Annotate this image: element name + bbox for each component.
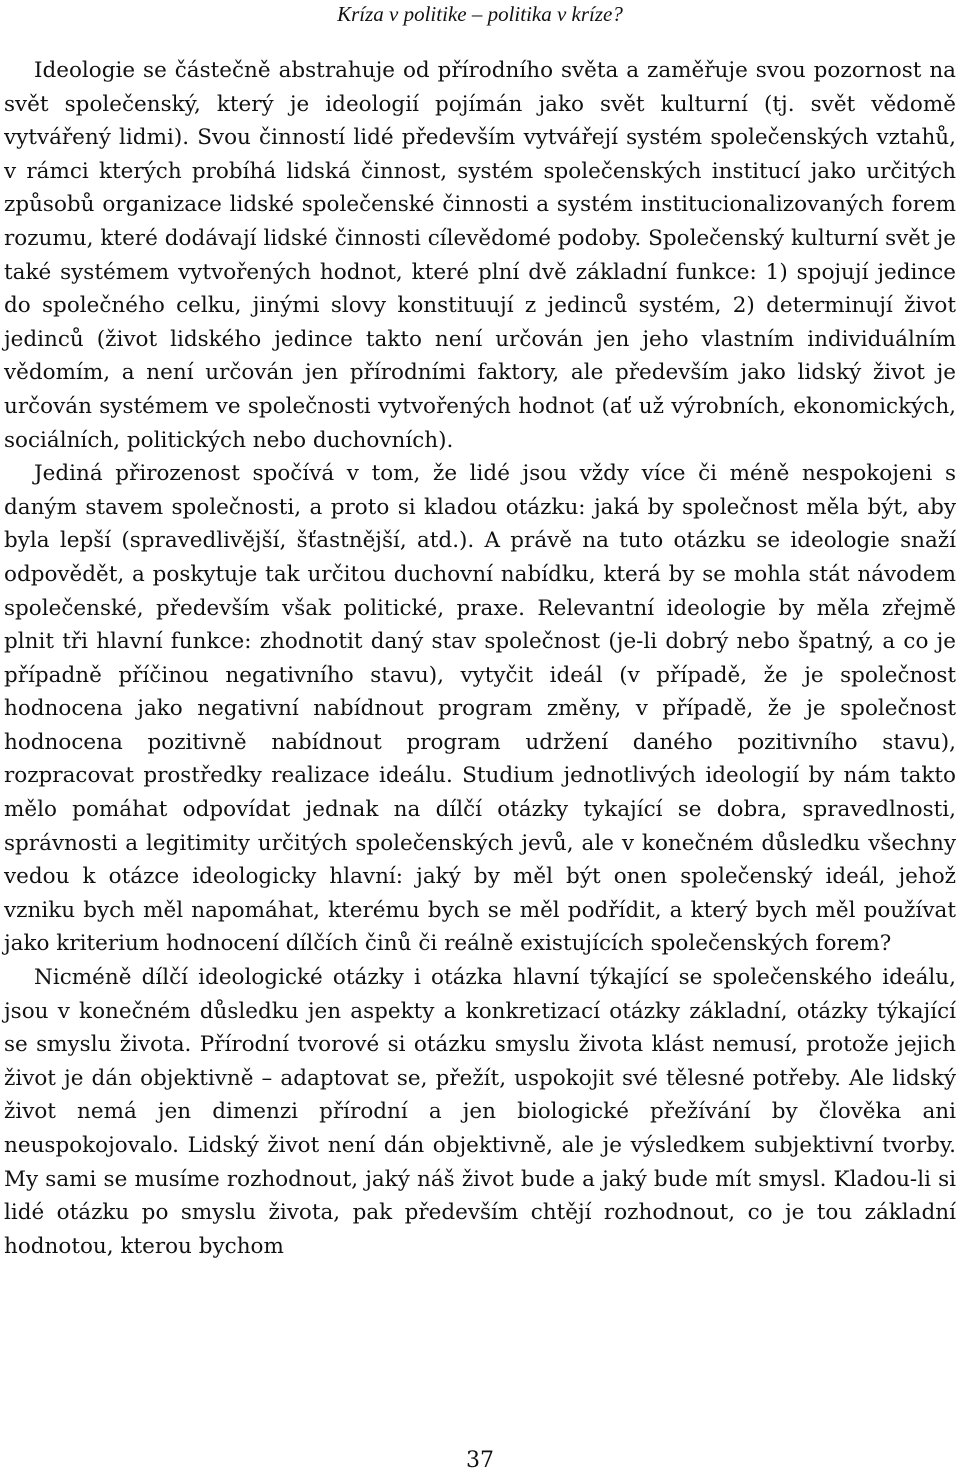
paragraph-ideology-social-world: Ideologie se částečně abstrahuje od přírodního světa a zaměřuje svou pozornost na svět společenský, který je ideologií pojímán jako svět kulturní (tj. svět vědomě vytvářený lidmi). Svou činností lidé především vytvářejí systém společenských vztahů, v rámci kterých probíhá lidská činnost, systém společenských institucí jako určitých způsobů organizace lidské společenské činnosti a systém institucionalizovaných forem rozumu, které dodávají lidské činnosti cílevědomé podoby. Společenský kulturní svět je také systémem vytvořených hodnot, které plní dvě základní funkce: 1) spojují jedince do společného celku, jinými slovy konstituují z jedinců systém, 2) determinují život jedinců (život lidského jedince takto není určován jen jeho vlastním individuálním vědomím, a není určován jen přírodními faktory, ale především jako lidský život je určován systémem ve společnosti vytvořených hodnot (ať už výrobních, ekonomických, sociálních, politických nebo duchovních). (4, 58, 956, 453)
running-header: Kríza v politike – politika v kríze? (337, 2, 623, 26)
paragraph-meaning-of-life: Nicméně dílčí ideologické otázky i otázka hlavní týkající se společenského ideálu, jsou v konečném důsledku jen aspekty a konkretizací otázky základní, otázky týkající se smyslu života. Přírodní tvorové si otázku smyslu života klást nemusí, protože jejich život je dán objektivně – adaptovat se, přežít, uspokojit své tělesné potřeby. Ale lidský život nemá jen dimenzi přírodní a jen biologické přežívání by člověka ani neuspokojovalo. Lidský život není dán objektivně, ale je výsledkem subjektivní tvorby. My sami se musíme rozhodnout, jaký náš život bude a jaký bude mít smysl. Kladou-li si lidé otázku po smyslu života, pak především chtějí rozhodnout, co je tou základní hodnotou, kterou bychom (4, 965, 956, 1259)
paragraph-ideology-functions: Jediná přirozenost spočívá v tom, že lidé jsou vždy více či méně nespokojeni s daným stavem společnosti, a proto si kladou otázku: jaká by společnost měla být, aby byla lepší (spravedlivější, šťastnější, atd.). A právě na tuto otázku se ideologie snaží odpovědět, a poskytuje tak určitou duchovní nabídku, která by se mohla stát návodem společenské, především však politické, praxe. Relevantní ideologie by měla zřejmě plnit tři hlavní funkce: zhodnotit daný stav společnost (je-li dobrý nebo špatný, a co je případně příčinou negativního stavu), vytyčit ideál (v případě, že je společnost hodnocena jako negativní nabídnout program změny, v případě, že je společnost hodnocena pozitivně nabídnout program udržení daného pozitivního stavu), rozpracovat prostředky realizace ideálu. Studium jednotlivých ideologií by nám takto mělo pomáhat odpovídat jednak na dílčí otázky tykající se dobra, spravedlnosti, správnosti a legitimity určitých společenských jevů, ale v konečném důsledku všechny vedou k otázce ideologicky hlavní: jaký by měl být onen společenský ideál, jehož vzniku bych měl napomáhat, kterému bych se měl podřídit, a který bych měl používat jako kriterium hodnocení dílčích činů či reálně existujících společenských forem? (4, 461, 956, 957)
document-page (4, 0, 956, 1263)
page-number: 37 (466, 1448, 494, 1473)
body-text (4, 54, 956, 1263)
